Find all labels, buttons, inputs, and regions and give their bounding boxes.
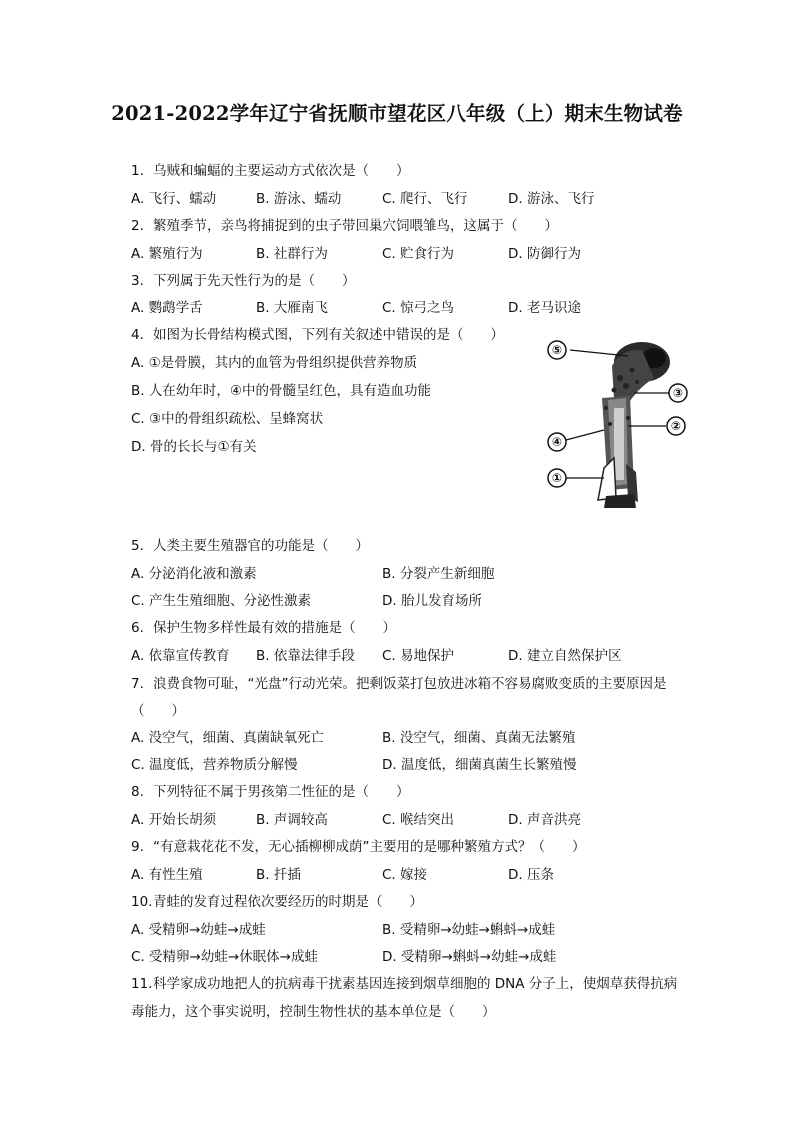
question-number: 9.: [131, 839, 144, 855]
option-d[interactable]: D. 建立自然保护区: [508, 648, 622, 664]
exam-title: 2021-2022学年辽宁省抚顺市望花区八年级（上）期末生物试卷: [111, 102, 683, 125]
question-stem: 如图为长骨结构模式图，下列有关叙述中错误的是（ ）: [153, 327, 504, 343]
long-bone-diagram: [542, 338, 692, 510]
option-a[interactable]: A. ①是骨膜，其内的血管为骨组织提供营养物质: [131, 355, 418, 371]
option-b[interactable]: B. 声调较高: [256, 812, 328, 828]
option-b[interactable]: B. 没空气，细菌、真菌无法繁殖: [382, 730, 576, 746]
label-4: ④: [551, 435, 563, 449]
question-stem: 浪费食物可耻，“光盘”行动光荣。把剩饭菜打包放进冰箱不容易腐败变质的主要原因是: [153, 676, 667, 692]
question-11: [131, 976, 677, 992]
question-3: [131, 273, 356, 289]
question-number: 3.: [131, 273, 144, 289]
option-c[interactable]: C. 产生生殖细胞、分泌性激素: [131, 593, 312, 609]
option-d[interactable]: D. 老马识途: [508, 300, 581, 316]
option-b[interactable]: B. 人在幼年时，④中的骨髓呈红色，具有造血功能: [131, 383, 431, 399]
option-c[interactable]: C. 贮食行为: [382, 246, 455, 262]
question-stem: 下列属于先天性行为的是（ ）: [153, 273, 356, 289]
label-1: ①: [551, 471, 563, 485]
option-b[interactable]: B. 游泳、蠕动: [256, 191, 342, 207]
option-a[interactable]: A. 有性生殖: [131, 867, 203, 883]
question-number: 7.: [131, 676, 144, 692]
question-number: 6.: [131, 620, 144, 636]
option-d[interactable]: D. 骨的长长与①有关: [131, 439, 257, 455]
question-stem: 下列特征不属于男孩第二性征的是（ ）: [153, 784, 410, 800]
option-c[interactable]: C. 受精卵→幼蛙→休眠体→成蛙: [131, 949, 318, 965]
option-d[interactable]: D. 压条: [508, 867, 554, 883]
question-number: 2.: [131, 218, 144, 234]
option-a[interactable]: A. 开始长胡须: [131, 812, 217, 828]
label-3: ③: [672, 386, 684, 400]
question-number: 10.: [131, 894, 153, 910]
question-number: 8.: [131, 784, 144, 800]
question-stem: 青蛙的发育过程依次要经历的时期是（ ）: [153, 894, 423, 910]
question-stem-continuation: 毒能力，这个事实说明，控制生物性状的基本单位是（ ）: [131, 1004, 496, 1020]
question-number: 5.: [131, 538, 144, 554]
option-a[interactable]: A. 没空气，细菌、真菌缺氧死亡: [131, 730, 325, 746]
question-5: [131, 538, 369, 554]
question-2: [131, 218, 558, 234]
option-b[interactable]: B. 受精卵→幼蛙→蝌蚪→成蛙: [382, 922, 556, 938]
question-stem: “有意栽花花不发，无心插柳柳成荫”主要用的是哪种繁殖方式？（ ）: [153, 839, 586, 855]
option-b[interactable]: B. 扦插: [256, 867, 301, 883]
option-b[interactable]: B. 分裂产生新细胞: [382, 566, 495, 582]
question-number: 4.: [131, 327, 144, 343]
option-a[interactable]: A. 鹦鹉学舌: [131, 300, 203, 316]
option-b[interactable]: B. 大雁南飞: [256, 300, 328, 316]
question-7: [131, 676, 667, 692]
option-b[interactable]: B. 社群行为: [256, 246, 328, 262]
option-d[interactable]: D. 温度低，细菌真菌生长繁殖慢: [382, 757, 577, 773]
question-stem: 保护生物多样性最有效的措施是（ ）: [153, 620, 396, 636]
option-d[interactable]: D. 防御行为: [508, 246, 581, 262]
question-6: [131, 620, 396, 636]
label-5: ⑤: [551, 343, 563, 357]
label-2: ②: [670, 419, 682, 433]
option-c[interactable]: C. 爬行、飞行: [382, 191, 468, 207]
question-stem: 科学家成功地把人的抗病毒干扰素基因连接到烟草细胞的 DNA 分子上，使烟草获得抗病: [153, 976, 678, 992]
question-number: 1.: [131, 163, 144, 179]
option-a[interactable]: A. 受精卵→幼蛙→成蛙: [131, 922, 266, 938]
option-c[interactable]: C. 惊弓之鸟: [382, 300, 455, 316]
option-a[interactable]: A. 飞行、蠕动: [131, 191, 217, 207]
question-stem: 乌贼和蝙蝠的主要运动方式依次是（ ）: [153, 163, 410, 179]
question-8: [131, 784, 410, 800]
option-c[interactable]: C. 嫁接: [382, 867, 428, 883]
question-10: [131, 894, 423, 910]
option-a[interactable]: A. 分泌消化液和激素: [131, 566, 257, 582]
option-d[interactable]: D. 游泳、飞行: [508, 191, 595, 207]
question-9: [131, 839, 586, 855]
option-c[interactable]: C. 喉结突出: [382, 812, 455, 828]
question-stem: 繁殖季节，亲鸟将捕捉到的虫子带回巢穴饲喂雏鸟，这属于（ ）: [153, 218, 558, 234]
option-a[interactable]: A. 繁殖行为: [131, 246, 203, 262]
question-stem-continuation: （ ）: [131, 703, 185, 719]
question-number: 11.: [131, 976, 153, 992]
question-1: [131, 163, 410, 179]
option-c[interactable]: C. 温度低，营养物质分解慢: [131, 757, 298, 773]
option-d[interactable]: D. 胎儿发育场所: [382, 593, 482, 609]
option-d[interactable]: D. 受精卵→蝌蚪→幼蛙→成蛙: [382, 949, 557, 965]
option-d[interactable]: D. 声音洪亮: [508, 812, 581, 828]
question-stem: 人类主要生殖器官的功能是（ ）: [153, 538, 369, 554]
option-c[interactable]: C. ③中的骨组织疏松、呈蜂窝状: [131, 411, 324, 427]
option-b[interactable]: B. 依靠法律手段: [256, 648, 355, 664]
option-a[interactable]: A. 依靠宣传教育: [131, 648, 230, 664]
question-4: [131, 327, 504, 343]
option-c[interactable]: C. 易地保护: [382, 648, 455, 664]
